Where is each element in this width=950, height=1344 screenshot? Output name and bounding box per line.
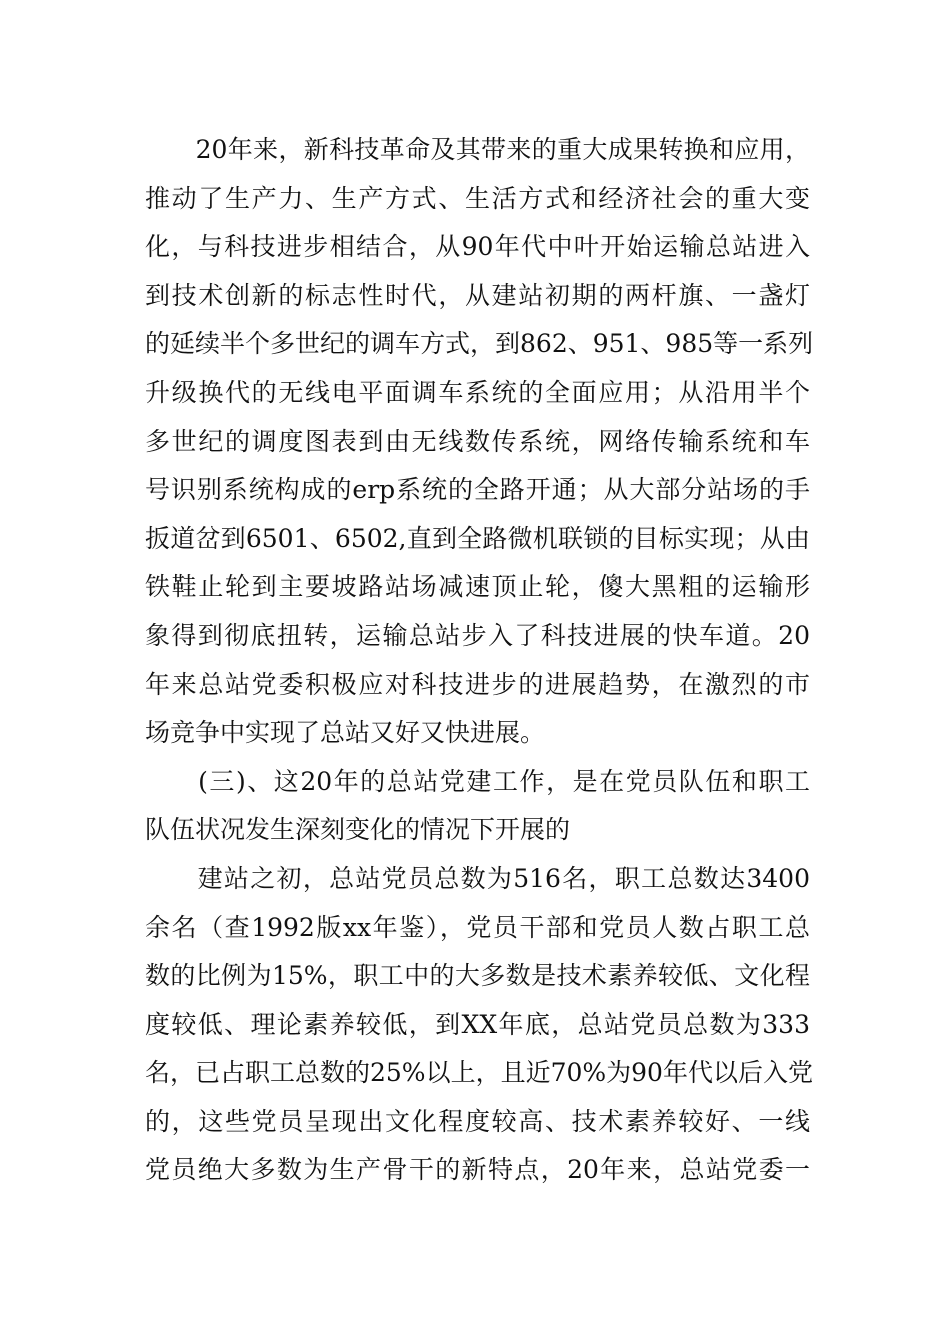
text-line: 余名（查1992版xx年鉴），党员干部和党员人数占职工总 [145, 912, 810, 942]
text-line: 场竞争中实现了总站又好又快进展。 [145, 718, 546, 748]
document-body [145, 126, 814, 1195]
section-heading-three [145, 758, 810, 855]
text-line: 建站之初，总站党员总数为516名，职工总数达3400 [145, 863, 810, 893]
text-line: 扳道岔到6501、6502,直到全路微机联锁的目标实现；从由 [145, 523, 810, 553]
text-line: 度较低、理论素养较低，到XX年底，总站党员总数为333 [145, 1009, 810, 1039]
text-line: 年来总站党委积极应对科技进步的进展趋势，在激烈的市 [145, 669, 810, 699]
paragraph-tech-progress [145, 126, 814, 758]
text-line: 的，这些党员呈现出文化程度较高、技术素养较好、一线 [145, 1106, 810, 1136]
text-line: 化，与科技进步相结合，从90年代中叶开始运输总站进入 [145, 232, 810, 262]
text-line: 推动了生产力、生产方式、生活方式和经济社会的重大变 [145, 183, 810, 213]
text-line: 升级换代的无线电平面调车系统的全面应用；从沿用半个 [145, 377, 810, 407]
text-line: 的延续半个多世纪的调车方式，到862、951、985等一系列 [145, 329, 814, 359]
text-line: 象得到彻底扭转，运输总站步入了科技进展的快车道。20 [145, 620, 810, 650]
text-line: 队伍状况发生深刻变化的情况下开展的 [145, 815, 571, 845]
text-line: 数的比例为15%，职工中的大多数是技术素养较低、文化程 [145, 961, 810, 991]
text-line: 名，已占职工总数的25%以上，且近70%为90年代以后入党 [145, 1058, 813, 1088]
text-line: 到技术创新的标志性时代，从建站初期的两杆旗、一盏灯 [145, 280, 810, 310]
text-line: 多世纪的调度图表到由无线数传系统，网络传输系统和车 [145, 426, 810, 456]
text-line: (三)、这20年的总站党建工作，是在党员队伍和职工 [145, 766, 810, 796]
text-line: 20年来，新科技革命及其带来的重大成果转换和应用， [145, 135, 810, 164]
paragraph-party-members [145, 855, 813, 1195]
text-line: 号识别系统构成的erp系统的全路开通；从大部分站场的手 [145, 475, 810, 505]
text-line: 党员绝大多数为生产骨干的新特点，20年来，总站党委一 [145, 1155, 810, 1185]
text-line: 铁鞋止轮到主要坡路站场减速顶止轮，傻大黑粗的运输形 [145, 572, 810, 602]
